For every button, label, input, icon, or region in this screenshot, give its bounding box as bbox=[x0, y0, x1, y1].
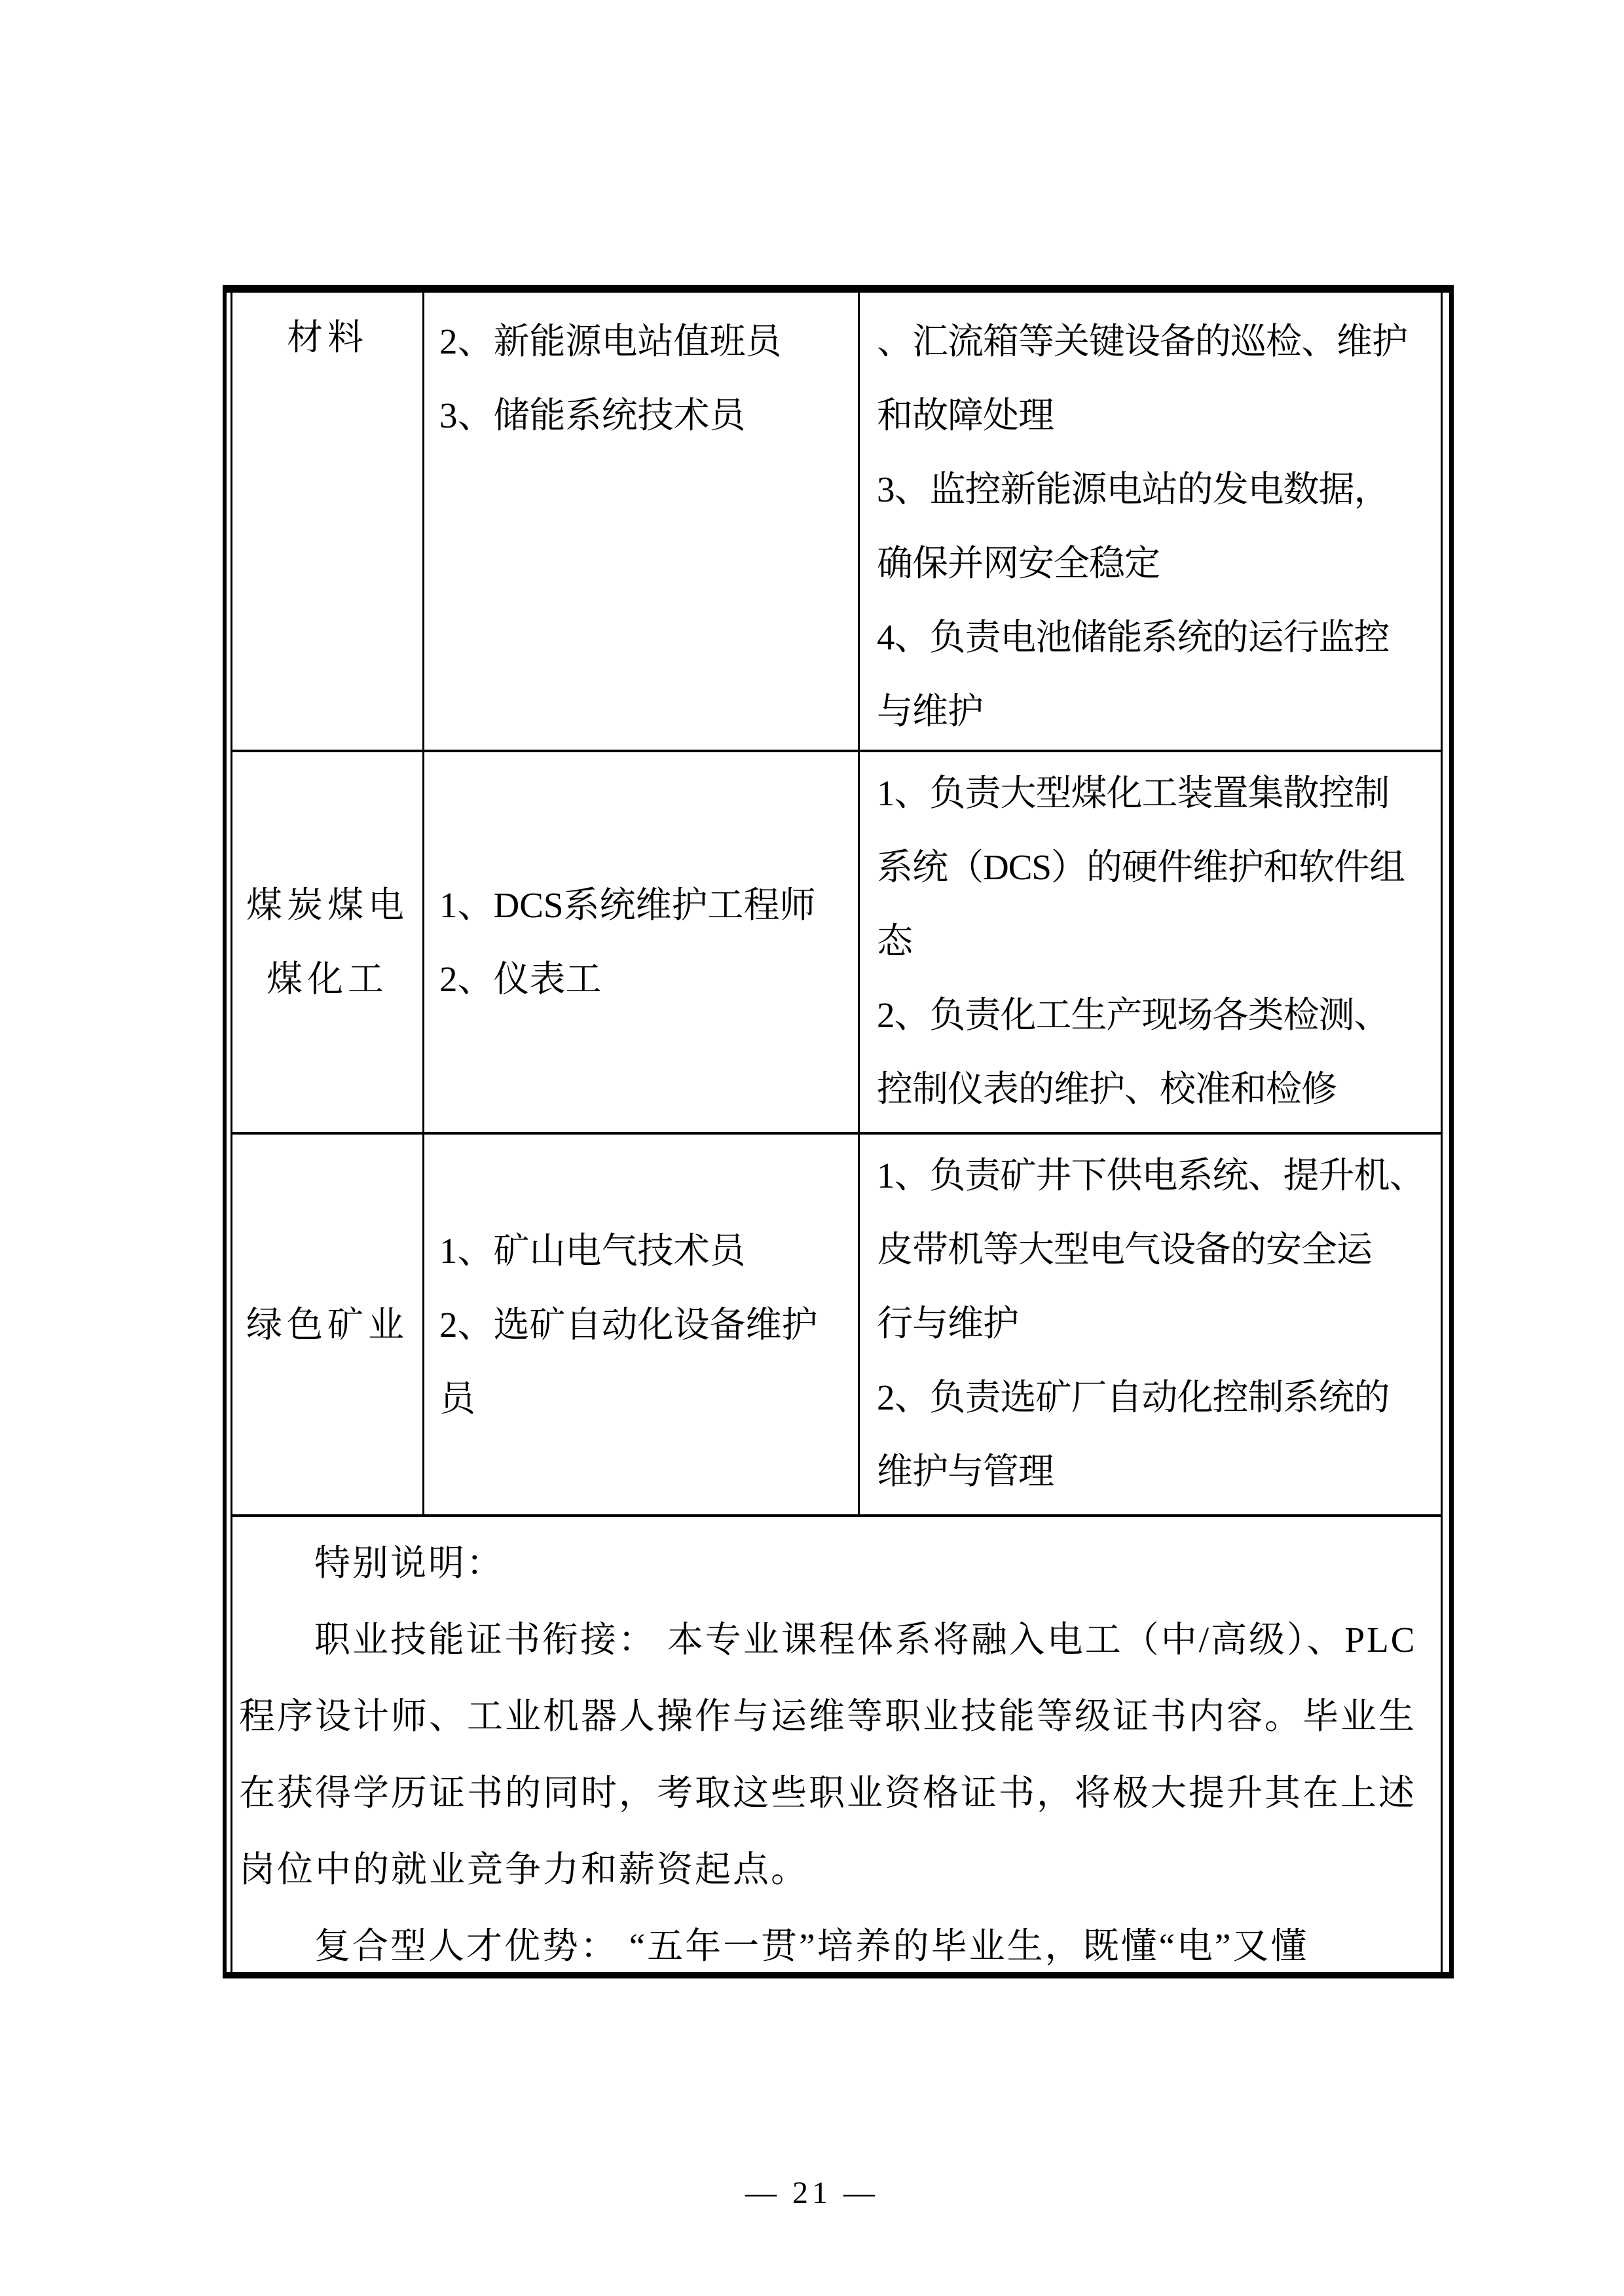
duty-line: 控制仪表的维护、校准和检修 bbox=[877, 1069, 1337, 1109]
table-cell-positions-row3 bbox=[426, 1135, 858, 1514]
category-label: 煤炭煤电 bbox=[246, 885, 409, 925]
position-line: 3、储能系统技术员 bbox=[439, 395, 746, 435]
position-line: 1、矿山电气技术员 bbox=[439, 1230, 746, 1271]
duty-line: 4、负责电池储能系统的运行监控 bbox=[877, 617, 1390, 657]
position-line: 2、新能源电站值班员 bbox=[439, 321, 782, 361]
table-cell-category-row1 bbox=[232, 293, 422, 750]
position-line: 员 bbox=[439, 1378, 476, 1419]
category-label: 材料 bbox=[286, 318, 368, 357]
duty-line: 1、负责大型煤化工装置集散控制 bbox=[877, 773, 1390, 813]
table-cell-duties-row1 bbox=[862, 293, 1441, 750]
table-cell-positions-row1 bbox=[426, 293, 858, 750]
category-label: 绿色矿业 bbox=[246, 1304, 409, 1345]
table-cell-duties-row3 bbox=[862, 1135, 1441, 1514]
note-line: 在获得学历证书的同时，考取这些职业资格证书，将极大提升其在上述 bbox=[239, 1773, 1417, 1813]
duty-line: 3、监控新能源电站的发电数据， bbox=[877, 469, 1390, 509]
position-line: 2、选矿自动化设备维护 bbox=[439, 1304, 818, 1345]
table-column-divider-2 bbox=[858, 293, 860, 1514]
note-line: 复合型人才优势： “五年一贯”培养的毕业生，既懂“电”又懂 bbox=[314, 1926, 1309, 1966]
duty-line: 1、负责矿井下供电系统、提升机、 bbox=[877, 1156, 1425, 1195]
special-notes-section bbox=[239, 1525, 1444, 1984]
duty-line: 态 bbox=[877, 921, 913, 961]
table-cell-duties-row2 bbox=[862, 752, 1441, 1132]
duty-line: 和故障处理 bbox=[877, 395, 1054, 435]
note-line: 特别说明： bbox=[314, 1543, 505, 1583]
duty-line: 行与维护 bbox=[877, 1303, 1019, 1343]
duty-line: 皮带机等大型电气设备的安全运 bbox=[877, 1230, 1373, 1269]
table-cell-positions-row2 bbox=[426, 752, 858, 1132]
duty-line: 2、负责化工生产现场各类检测、 bbox=[877, 995, 1390, 1035]
position-line: 1、DCS系统维护工程师 bbox=[439, 885, 816, 925]
note-line: 程序设计师、工业机器人操作与运维等职业技能等级证书内容。毕业生 bbox=[239, 1696, 1417, 1736]
duty-line: 维护与管理 bbox=[877, 1451, 1054, 1491]
duty-line: 系统（DCS）的硬件维护和软件组 bbox=[877, 847, 1405, 887]
table-grid-bottom-line bbox=[231, 1514, 1443, 1517]
note-line: 岗位中的就业竞争力和薪资起点。 bbox=[239, 1850, 809, 1889]
table-cell-category-row2 bbox=[232, 752, 422, 1132]
duty-line: 2、负责选矿厂自动化控制系统的 bbox=[877, 1377, 1390, 1417]
category-label: 煤化工 bbox=[266, 959, 388, 999]
duty-line: 、汇流箱等关键设备的巡检、维护 bbox=[877, 321, 1408, 361]
table-cell-category-row3 bbox=[232, 1135, 422, 1514]
duty-line: 与维护 bbox=[877, 691, 984, 731]
position-line: 2、仪表工 bbox=[439, 959, 602, 999]
duty-line: 确保并网安全稳定 bbox=[877, 543, 1160, 583]
page-number: — 21 — bbox=[745, 2176, 879, 2210]
table-column-divider-1 bbox=[422, 293, 424, 1514]
note-line: 职业技能证书衔接： 本专业课程体系将融入电工（中/高级）、PLC bbox=[314, 1620, 1417, 1660]
